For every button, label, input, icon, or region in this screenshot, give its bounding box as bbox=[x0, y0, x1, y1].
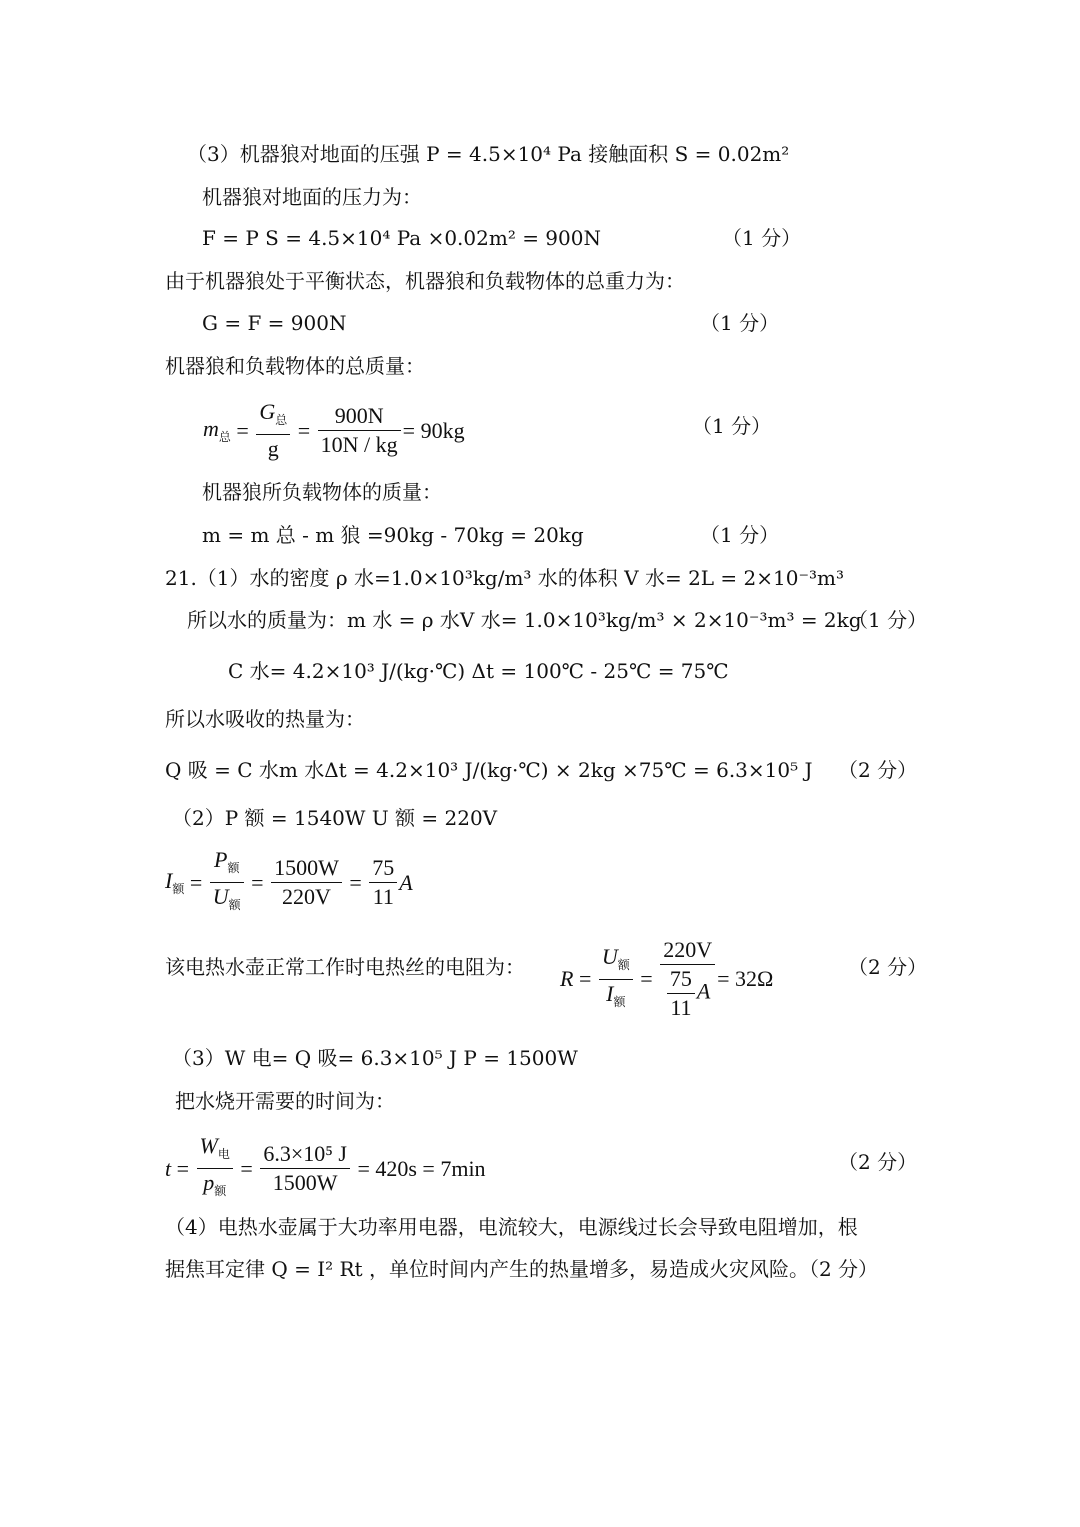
equation-resistance: R = $\frac{U_额}{I_额}$ = 220V $\frac{75}{11}$ A = 32Ω bbox=[560, 937, 774, 1020]
text-line: （3）机器狼对地面的压强 P = 4.5×10⁴ Pa 接触面积 S = 0.02m² bbox=[187, 142, 790, 166]
score-label: （1 分） bbox=[692, 414, 772, 438]
text-line: 机器狼所负载物体的质量： bbox=[202, 480, 442, 504]
text-line: （3）W 电= Q 吸= 6.3×10⁵ J P = 1500W bbox=[172, 1046, 578, 1070]
score-label: （2 分） bbox=[838, 1150, 918, 1174]
text-line: 据焦耳定律 Q = I² Rt ，单位时间内产生的热量增多，易造成火灾风险。（2 分） bbox=[165, 1257, 879, 1281]
text-line: （4）电热水壶属于大功率用电器，电流较大，电源线过长会导致电阻增加，根 bbox=[165, 1215, 858, 1239]
text-line: 21.（1）水的密度 ρ 水=1.0×10³kg/m³ 水的体积 V 水= 2L = 2×10⁻³m³ bbox=[165, 566, 845, 590]
text-line: G = F = 900N bbox=[202, 311, 347, 335]
text-line: （2）P 额 = 1540W U 额 = 220V bbox=[172, 806, 498, 830]
text-line: Q 吸 = C 水m 水Δt = 4.2×10³ J/(kg·℃) × 2kg ×75℃ = 6.3×10⁵ J bbox=[165, 758, 813, 782]
text-line: 把水烧开需要的时间为： bbox=[175, 1089, 395, 1113]
text-line: F = P S = 4.5×10⁴ Pa ×0.02m² = 900N bbox=[202, 226, 601, 250]
equation-total-mass: $m_总$ = $\frac{G_总}{g}$ = $\frac{900N}{10N / kg}$ = 90kg bbox=[203, 399, 465, 461]
score-label: （1 分） bbox=[722, 226, 802, 250]
equation-time: t = $\frac{W_电}{p_额}$ = $\frac{\text{6.3×10⁵ J}}{1500W}$ = 420s = 7min bbox=[165, 1133, 486, 1198]
score-label: （1 分） bbox=[848, 608, 928, 632]
score-label: （2 分） bbox=[838, 758, 918, 782]
text-line: m = m 总 - m 狼 =90kg - 70kg = 20kg bbox=[202, 523, 584, 547]
text-line: C 水= 4.2×10³ J/(kg·℃) Δt = 100℃ - 25℃ = 75℃ bbox=[228, 659, 729, 683]
text-line: 机器狼对地面的压力为： bbox=[202, 185, 422, 209]
text-line: 机器狼和负载物体的总质量： bbox=[165, 354, 425, 378]
text-line: 所以水的质量为：m 水 = ρ 水V 水= 1.0×10³kg/m³ × 2×10⁻³m³ = 2kg bbox=[187, 608, 862, 632]
text-line: 由于机器狼处于平衡状态，机器狼和负载物体的总重力为： bbox=[165, 269, 685, 293]
equation-rated-current: $I_额$ = $\frac{P_额}{U_额}$ = $\frac{1500W}{220V}$ = $\frac{75}{11}$ A bbox=[165, 847, 413, 912]
score-label: （1 分） bbox=[700, 523, 780, 547]
text-line: 该电热水壶正常工作时电热丝的电阻为： bbox=[165, 955, 525, 979]
score-label: （1 分） bbox=[700, 311, 780, 335]
text-line: 所以水吸收的热量为： bbox=[165, 707, 365, 731]
score-label: （2 分） bbox=[848, 955, 928, 979]
